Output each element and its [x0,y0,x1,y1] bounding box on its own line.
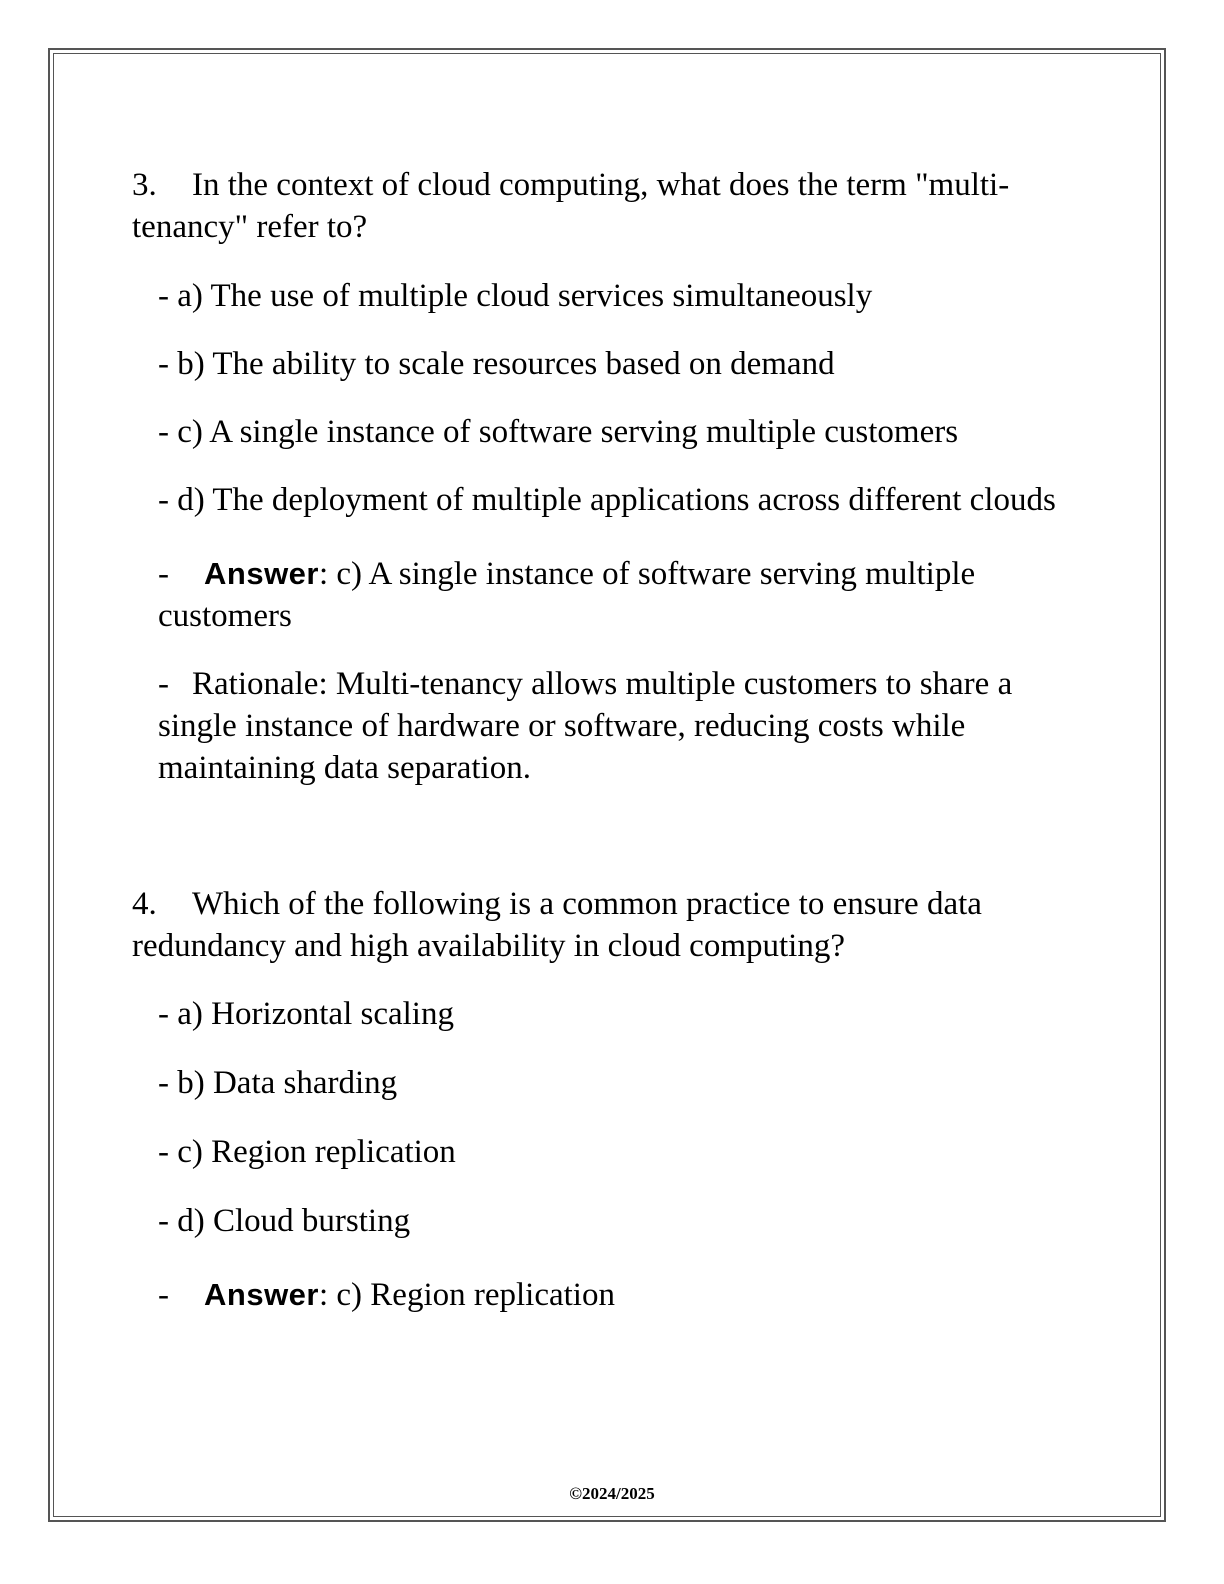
question-block-4 [132,883,1092,1316]
copyright-footer: ©2024/2025 [569,1484,655,1503]
question-prompt: Which of the following is a common practice to ensure data redundancy and high availability in cloud computing? [132,886,982,964]
question-block-3 [132,164,1092,789]
answer-dash: - [158,1277,169,1313]
answer-text: : c) A single instance of software serving multiple customers [158,556,976,634]
option-a: - a) The use of multiple cloud services simultaneously [158,278,873,314]
question-number: 3. [132,167,157,203]
answer-dash: - [158,556,169,592]
document-body [132,164,1092,1316]
option-c: - c) A single instance of software serving multiple customers [158,414,959,450]
question-number: 4. [132,886,157,922]
question-text [132,883,1092,967]
option-c: - c) Region replication [158,1134,456,1170]
option-a: - a) Horizontal scaling [158,996,454,1032]
question-text [132,164,1092,248]
option-d: - d) Cloud bursting [158,1203,411,1239]
option-b: - b) Data sharding [158,1065,398,1101]
rationale-dash: - [158,666,169,702]
rationale-text: Rationale: Multi-tenancy allows multiple customers to share a single instance of hardware or software, reducing costs while maintaining data separation. [158,666,1013,786]
answer-text: : c) Region replication [318,1277,615,1313]
answer-label: Answer [204,1277,319,1312]
answer-line [132,553,1092,637]
question-prompt: In the context of cloud computing, what does the term "multi-tenancy" refer to? [132,167,1010,245]
rationale-line [132,663,1092,789]
option-d: - d) The deployment of multiple applications across different clouds [158,482,1056,518]
answer-label: Answer [204,556,319,591]
answer-line [132,1274,1092,1316]
option-b: - b) The ability to scale resources based on demand [158,346,835,382]
